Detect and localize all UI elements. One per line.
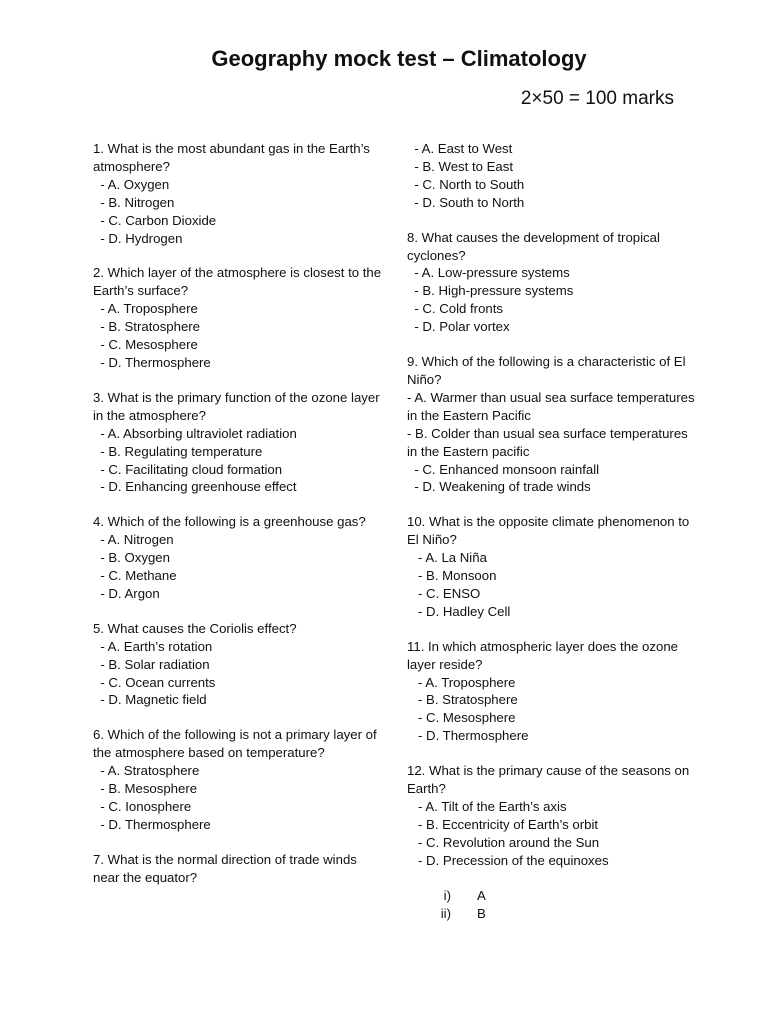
option: - D. Thermosphere xyxy=(93,354,211,370)
question-text: 4. Which of the following is a greenhouse gas? xyxy=(93,514,366,530)
option: - B. Monsoon xyxy=(407,568,497,584)
option: - C. Cold fronts xyxy=(407,301,504,317)
roman-item-text: A xyxy=(477,887,486,903)
option: - B. Oxygen xyxy=(93,550,170,566)
option: - D. Enhancing greenhouse effect xyxy=(93,479,297,495)
question-block xyxy=(93,140,383,247)
option: - D. South to North xyxy=(407,194,525,210)
question-text: 11. In which atmospheric layer does the ozone layer reside? xyxy=(407,638,678,672)
option: - B. Solar radiation xyxy=(93,656,210,672)
question-block xyxy=(407,762,697,869)
option: - B. Colder than usual sea surface temperatures in the Eastern pacific xyxy=(407,425,688,459)
question-text: 6. Which of the following is not a primary layer of the atmosphere based on temperature? xyxy=(93,727,377,761)
option: - A. Absorbing ultraviolet radiation xyxy=(93,425,297,441)
option: - D. Hadley Cell xyxy=(407,603,511,619)
question-text: 3. What is the primary function of the ozone layer in the atmosphere? xyxy=(93,389,380,423)
option: - C. North to South xyxy=(407,176,525,192)
option: - C. Mesosphere xyxy=(407,710,516,726)
option: - A. Warmer than usual sea surface temperatures in the Eastern Pacific xyxy=(407,389,695,423)
option: - C. Carbon Dioxide xyxy=(93,212,217,228)
question-text: 1. What is the most abundant gas in the Earth’s atmosphere? xyxy=(93,141,370,174)
option: - C. Mesosphere xyxy=(93,337,198,353)
option: - D. Magnetic field xyxy=(93,692,207,708)
option: - A. Stratosphere xyxy=(93,763,200,779)
option: - B. West to East xyxy=(407,158,514,174)
question-text: 5. What causes the Coriolis effect? xyxy=(93,620,297,636)
question-block xyxy=(93,726,383,833)
roman-list xyxy=(407,887,697,923)
roman-list-item xyxy=(407,905,697,923)
option: - D. Hydrogen xyxy=(93,230,183,246)
option: - B. Regulating temperature xyxy=(93,443,263,459)
question-block xyxy=(407,140,697,212)
marks-label: 2×50 = 100 marks xyxy=(520,88,674,109)
option: - B. Nitrogen xyxy=(93,194,175,210)
question-text: 9. Which of the following is a characteristic of El Niño? xyxy=(407,354,686,387)
option: - C. Revolution around the Sun xyxy=(407,834,600,850)
option: - B. Mesosphere xyxy=(93,781,198,797)
option: - D. Thermosphere xyxy=(93,816,211,832)
option: - C. Methane xyxy=(93,568,177,584)
option: - C. ENSO xyxy=(407,585,481,601)
option: - C. Ocean currents xyxy=(93,674,216,690)
question-text: 2. Which layer of the atmosphere is closest to the Earth’s surface? xyxy=(93,265,382,299)
option: - B. Eccentricity of Earth’s orbit xyxy=(407,816,599,832)
page-title: Geography mock test – Climatology xyxy=(211,46,587,71)
question-text: 12. What is the primary cause of the seasons on Earth? xyxy=(407,763,690,797)
option: - C. Enhanced monsoon rainfall xyxy=(407,461,600,477)
option: - B. Stratosphere xyxy=(407,692,518,708)
option: - A. East to West xyxy=(407,141,513,156)
option: - D. Thermosphere xyxy=(407,728,529,744)
question-block xyxy=(93,389,383,496)
roman-list-item xyxy=(407,887,697,905)
option: - D. Argon xyxy=(93,585,160,601)
left-column xyxy=(93,140,383,904)
option: - A. Oxygen xyxy=(93,176,170,192)
question-block xyxy=(407,229,697,336)
option: - A. Tilt of the Earth’s axis xyxy=(407,799,567,814)
question-block xyxy=(93,513,383,603)
question-block xyxy=(93,851,383,887)
question-block xyxy=(407,353,697,496)
question-block xyxy=(93,264,383,371)
option: - A. Earth’s rotation xyxy=(93,638,213,654)
option: - A. Troposphere xyxy=(93,301,198,317)
question-text: 7. What is the normal direction of trade winds near the equator? xyxy=(93,851,357,885)
question-block xyxy=(407,513,697,620)
option: - C. Facilitating cloud formation xyxy=(93,461,283,477)
option: - D. Precession of the equinoxes xyxy=(407,852,609,868)
option: - A. Low-pressure systems xyxy=(407,265,570,281)
option: - A. Troposphere xyxy=(407,674,516,690)
option: - B. Stratosphere xyxy=(93,319,201,335)
option: - D. Weakening of trade winds xyxy=(407,479,591,495)
question-block xyxy=(407,638,697,745)
option: - A. Nitrogen xyxy=(93,532,174,548)
question-text: 8. What causes the development of tropical cyclones? xyxy=(407,229,660,263)
roman-numeral: i) xyxy=(443,887,451,903)
roman-numeral: ii) xyxy=(440,905,451,921)
option: - C. Ionosphere xyxy=(93,799,192,814)
option: - B. High-pressure systems xyxy=(407,283,574,299)
option: - A. La Niña xyxy=(407,550,487,566)
option: - D. Polar vortex xyxy=(407,319,510,335)
roman-item-text: B xyxy=(477,905,486,921)
question-block xyxy=(93,620,383,710)
right-column xyxy=(407,140,697,922)
question-text: 10. What is the opposite climate phenomenon to El Niño? xyxy=(407,514,690,548)
